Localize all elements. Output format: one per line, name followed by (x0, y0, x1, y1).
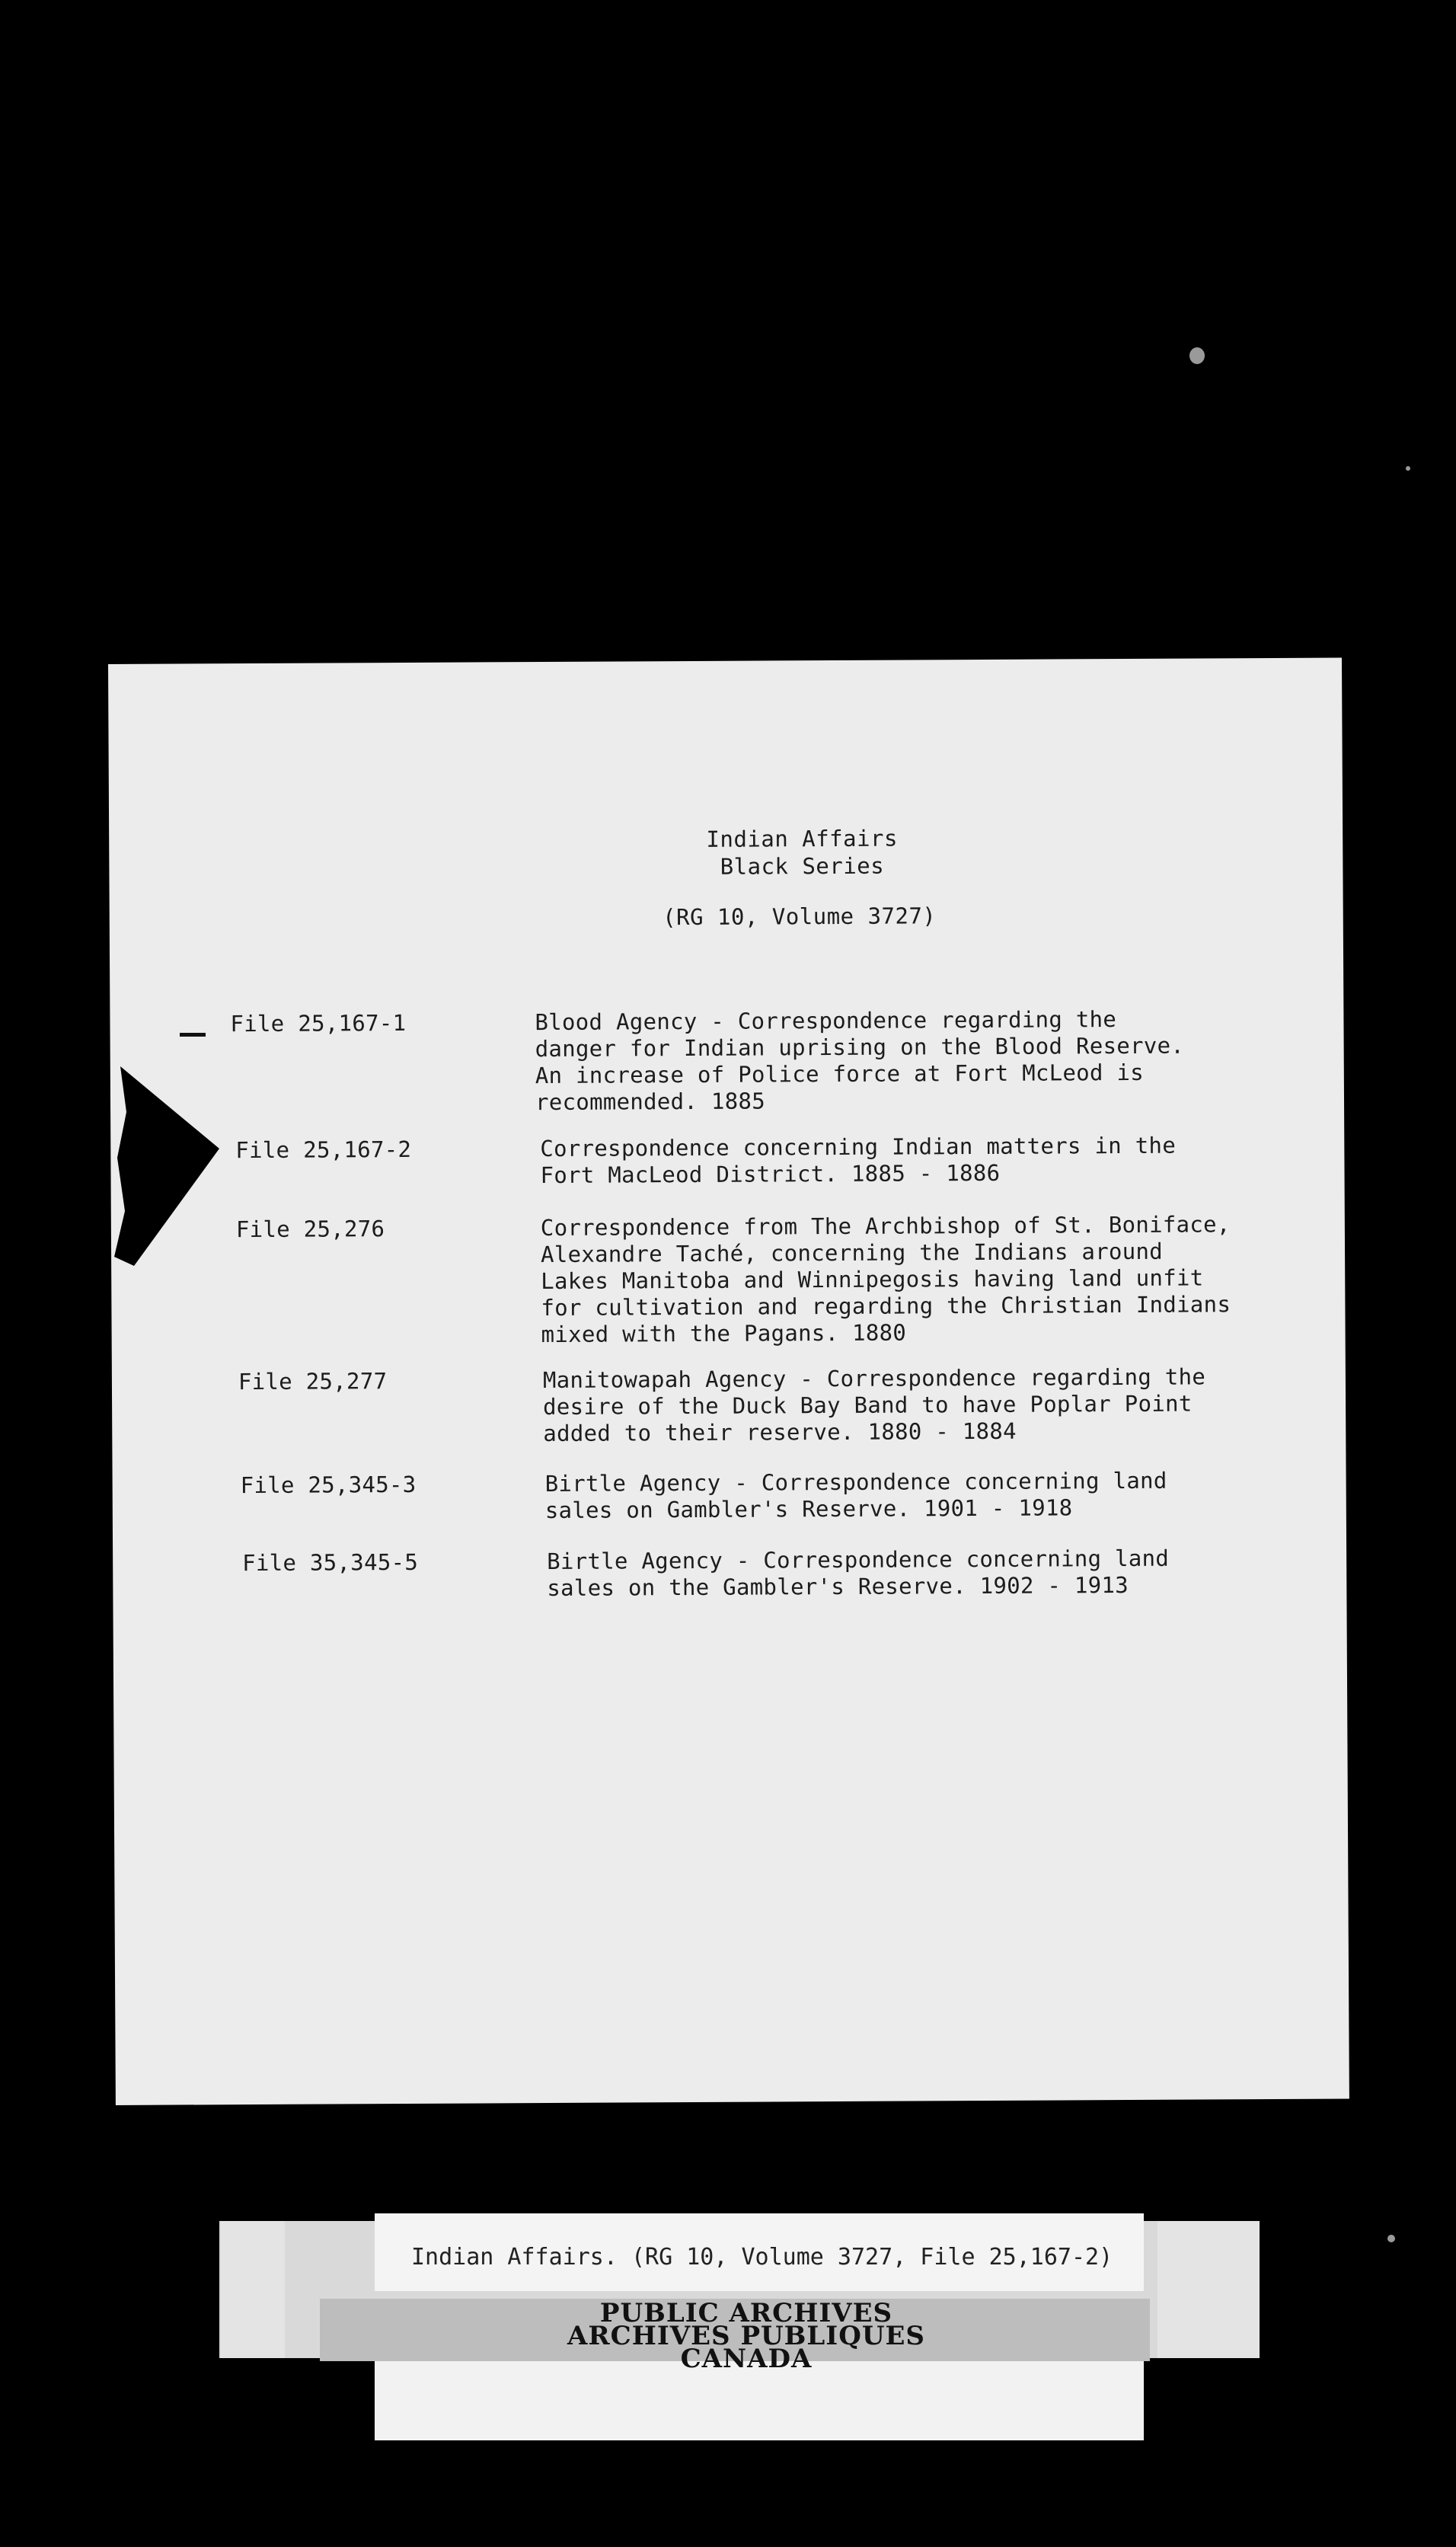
film-label-right-tab (1157, 2221, 1260, 2358)
file-description (545, 1468, 1200, 1525)
description-line: sales on Gambler's Reserve. 1901 - 1918 (544, 1494, 1073, 1524)
file-number: File 25,276 (235, 1216, 385, 1243)
file-description (535, 1006, 1190, 1117)
archive-stamp (457, 2298, 1036, 2374)
description-line: Fort MacLeod District. 1885 - 1886 (540, 1159, 1001, 1189)
pointer-arrow-icon (114, 1066, 221, 1272)
description-line: danger for Indian uprising on the Blood Reserve. (535, 1032, 1185, 1063)
file-number: File 25,277 (238, 1368, 388, 1395)
file-description (547, 1545, 1202, 1602)
description-line: Blood Agency - Correspondence regarding the (535, 1006, 1117, 1036)
heading-volume: (RG 10, Volume 3727) (663, 903, 937, 931)
description-line: added to their reserve. 1880 - 1884 (543, 1417, 1017, 1447)
description-line: mixed with the Pagans. 1880 (541, 1319, 907, 1348)
description-line: desire of the Duck Bay Band to have Poplar Point (543, 1390, 1193, 1421)
heading-title: Indian Affairs (706, 825, 899, 852)
description-line: for cultivation and regarding the Christian Indians (541, 1291, 1231, 1321)
film-speck (1406, 466, 1410, 471)
description-line: Birtle Agency - Correspondence concerning land (547, 1545, 1170, 1574)
description-line: Birtle Agency - Correspondence concerning land (544, 1467, 1167, 1497)
description-line: Correspondence from The Archbishop of St. Boniface, (540, 1211, 1231, 1242)
file-number: File 35,345-5 (242, 1548, 419, 1577)
file-number: File 25,345-3 (240, 1471, 417, 1499)
stamp-line: PUBLIC ARCHIVES (599, 2298, 893, 2328)
description-line: Correspondence concerning Indian matters in the (540, 1132, 1177, 1162)
file-description (540, 1211, 1231, 1349)
film-label-left-tab (221, 2221, 285, 2358)
document-page (108, 658, 1349, 2105)
file-number: File 25,167-1 (230, 1009, 407, 1037)
description-line: recommended. 1885 (535, 1088, 766, 1116)
margin-dash-mark (180, 1033, 206, 1037)
description-line: Alexandre Taché, concerning the Indians around (540, 1238, 1164, 1268)
file-number: File 25,167-2 (235, 1136, 412, 1164)
description-line: sales on the Gambler's Reserve. 1902 - 1913 (547, 1572, 1129, 1601)
file-description (542, 1363, 1206, 1448)
stamp-line: CANADA (680, 2344, 813, 2374)
description-line: An increase of Police force at Fort McLeod is (535, 1059, 1145, 1089)
description-line: Manitowapah Agency - Correspondence regarding the (542, 1363, 1206, 1394)
file-description (540, 1133, 1195, 1190)
film-speck (1189, 347, 1205, 364)
stamp-line: ARCHIVES PUBLIQUES (567, 2321, 925, 2351)
film-caption: Indian Affairs. (RG 10, Volume 3727, File 25,167-2) (411, 2244, 1113, 2271)
description-line: Lakes Manitoba and Winnipegosis having land unfit (541, 1264, 1204, 1295)
heading-series: Black Series (720, 852, 885, 880)
film-speck (1387, 2235, 1395, 2242)
